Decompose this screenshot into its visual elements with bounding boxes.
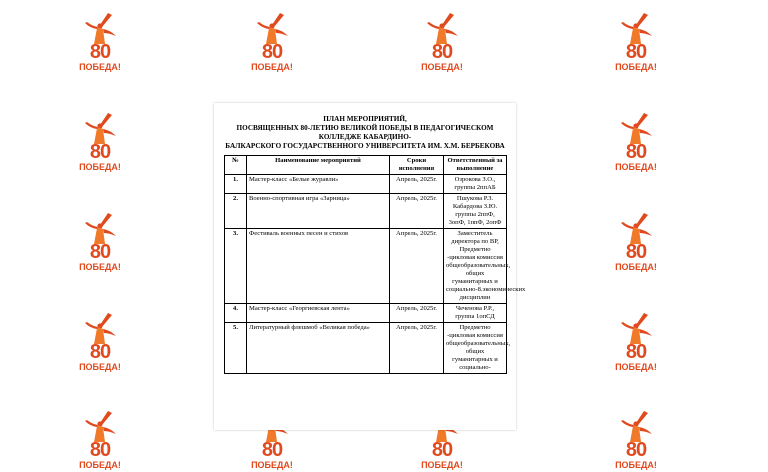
row-responsible: Предметно -цикловая комиссия общеобразовательных, общих гуманитарных и социально- [444, 323, 507, 374]
row-name: Литературный флешмоб «Великая победа» [247, 323, 390, 374]
victory-80-logo [78, 410, 122, 472]
header-num: № [225, 156, 247, 175]
logo-number: 80 [625, 41, 647, 63]
victory-80-logo [250, 12, 294, 74]
logo-word: ПОБЕДА! [79, 162, 121, 172]
row-num: 4. [225, 304, 247, 323]
logo-word: ПОБЕДА! [251, 460, 293, 470]
document-title [224, 115, 506, 151]
row-name: Мастер-класс «Георгиевская лента» [247, 304, 390, 323]
header-responsible: Ответственный за выполнение [444, 156, 507, 175]
title-line: ПОСВЯЩЕННЫХ 80-ЛЕТИЮ ВЕЛИКОЙ ПОБЕДЫ В ПЕДАГОГИЧЕСКОМ КОЛЛЕДЖЕ КАБАРДИНО- [236, 124, 494, 141]
logo-word: ПОБЕДА! [615, 162, 657, 172]
victory-80-logo [78, 12, 122, 74]
row-date: Апрель, 2025г. [390, 304, 444, 323]
logo-word: ПОБЕДА! [421, 62, 463, 72]
logo-word: ПОБЕДА! [251, 62, 293, 72]
logo-number: 80 [89, 439, 111, 461]
header-date: Сроки исполнения [390, 156, 444, 175]
logo-number: 80 [89, 241, 111, 263]
logo-word: ПОБЕДА! [79, 262, 121, 272]
logo-number: 80 [89, 141, 111, 163]
logo-number: 80 [89, 41, 111, 63]
table-row [225, 304, 507, 323]
victory-80-logo [614, 112, 658, 174]
victory-80-logo [614, 12, 658, 74]
row-responsible: Заместитель директора по ВР, Предметно -цикловая комиссия общеобразовательных, общих гуманитарных и социально-8.экономических дисциплин [444, 229, 507, 304]
table-row [225, 323, 507, 374]
logo-word: ПОБЕДА! [615, 362, 657, 372]
row-num: 5. [225, 323, 247, 374]
header-name: Наименование мероприятий [247, 156, 390, 175]
title-line: ПЛАН МЕРОПРИЯТИЙ, [323, 115, 407, 123]
victory-80-logo [614, 212, 658, 274]
table-row [225, 229, 507, 304]
events-table [224, 155, 526, 374]
row-responsible: Озрокова З.О., группы 2ппАБ [444, 175, 507, 194]
logo-word: ПОБЕДА! [79, 460, 121, 470]
table-row [225, 194, 507, 229]
row-responsible: Пшукова Р.З. Кабардова З.Ю. группы 2ппФ, 3опФ, 1ппФ, 2опФ [444, 194, 507, 229]
row-num: 2. [225, 194, 247, 229]
row-date: Апрель, 2025г. [390, 194, 444, 229]
row-name: Мастер-класс «Белые журавли» [247, 175, 390, 194]
logo-number: 80 [431, 439, 453, 461]
logo-number: 80 [431, 41, 453, 63]
row-name: Военно-спортивная игра «Зарница» [247, 194, 390, 229]
row-date: Апрель, 2025г. [390, 175, 444, 194]
victory-80-logo [614, 312, 658, 374]
victory-80-logo [78, 212, 122, 274]
logo-word: ПОБЕДА! [79, 62, 121, 72]
row-num: 3. [225, 229, 247, 304]
victory-80-logo [78, 312, 122, 374]
row-responsible: Чеченова Р.Р., группа 1опСД [444, 304, 507, 323]
logo-number: 80 [625, 241, 647, 263]
logo-number: 80 [89, 341, 111, 363]
logo-number: 80 [625, 439, 647, 461]
logo-number: 80 [625, 341, 647, 363]
logo-number: 80 [261, 41, 283, 63]
victory-80-logo [78, 112, 122, 174]
logo-number: 80 [261, 439, 283, 461]
row-date: Апрель, 2025г. [390, 229, 444, 304]
row-name: Фестиваль военных песен и стихов [247, 229, 390, 304]
title-line: БАЛКАРСКОГО ГОСУДАРСТВЕННОГО УНИВЕРСИТЕТА ИМ. Х.М. БЕРБЕКОВА [225, 142, 505, 150]
logo-word: ПОБЕДА! [421, 460, 463, 470]
row-num: 1. [225, 175, 247, 194]
victory-80-logo [614, 410, 658, 472]
logo-word: ПОБЕДА! [615, 262, 657, 272]
logo-word: ПОБЕДА! [79, 362, 121, 372]
row-date: Апрель, 2025г. [390, 323, 444, 374]
logo-word: ПОБЕДА! [615, 62, 657, 72]
logo-word: ПОБЕДА! [615, 460, 657, 470]
document-page [214, 103, 526, 430]
victory-80-logo [420, 12, 464, 74]
logo-number: 80 [625, 141, 647, 163]
table-row [225, 175, 507, 194]
table-header-row [225, 156, 507, 175]
